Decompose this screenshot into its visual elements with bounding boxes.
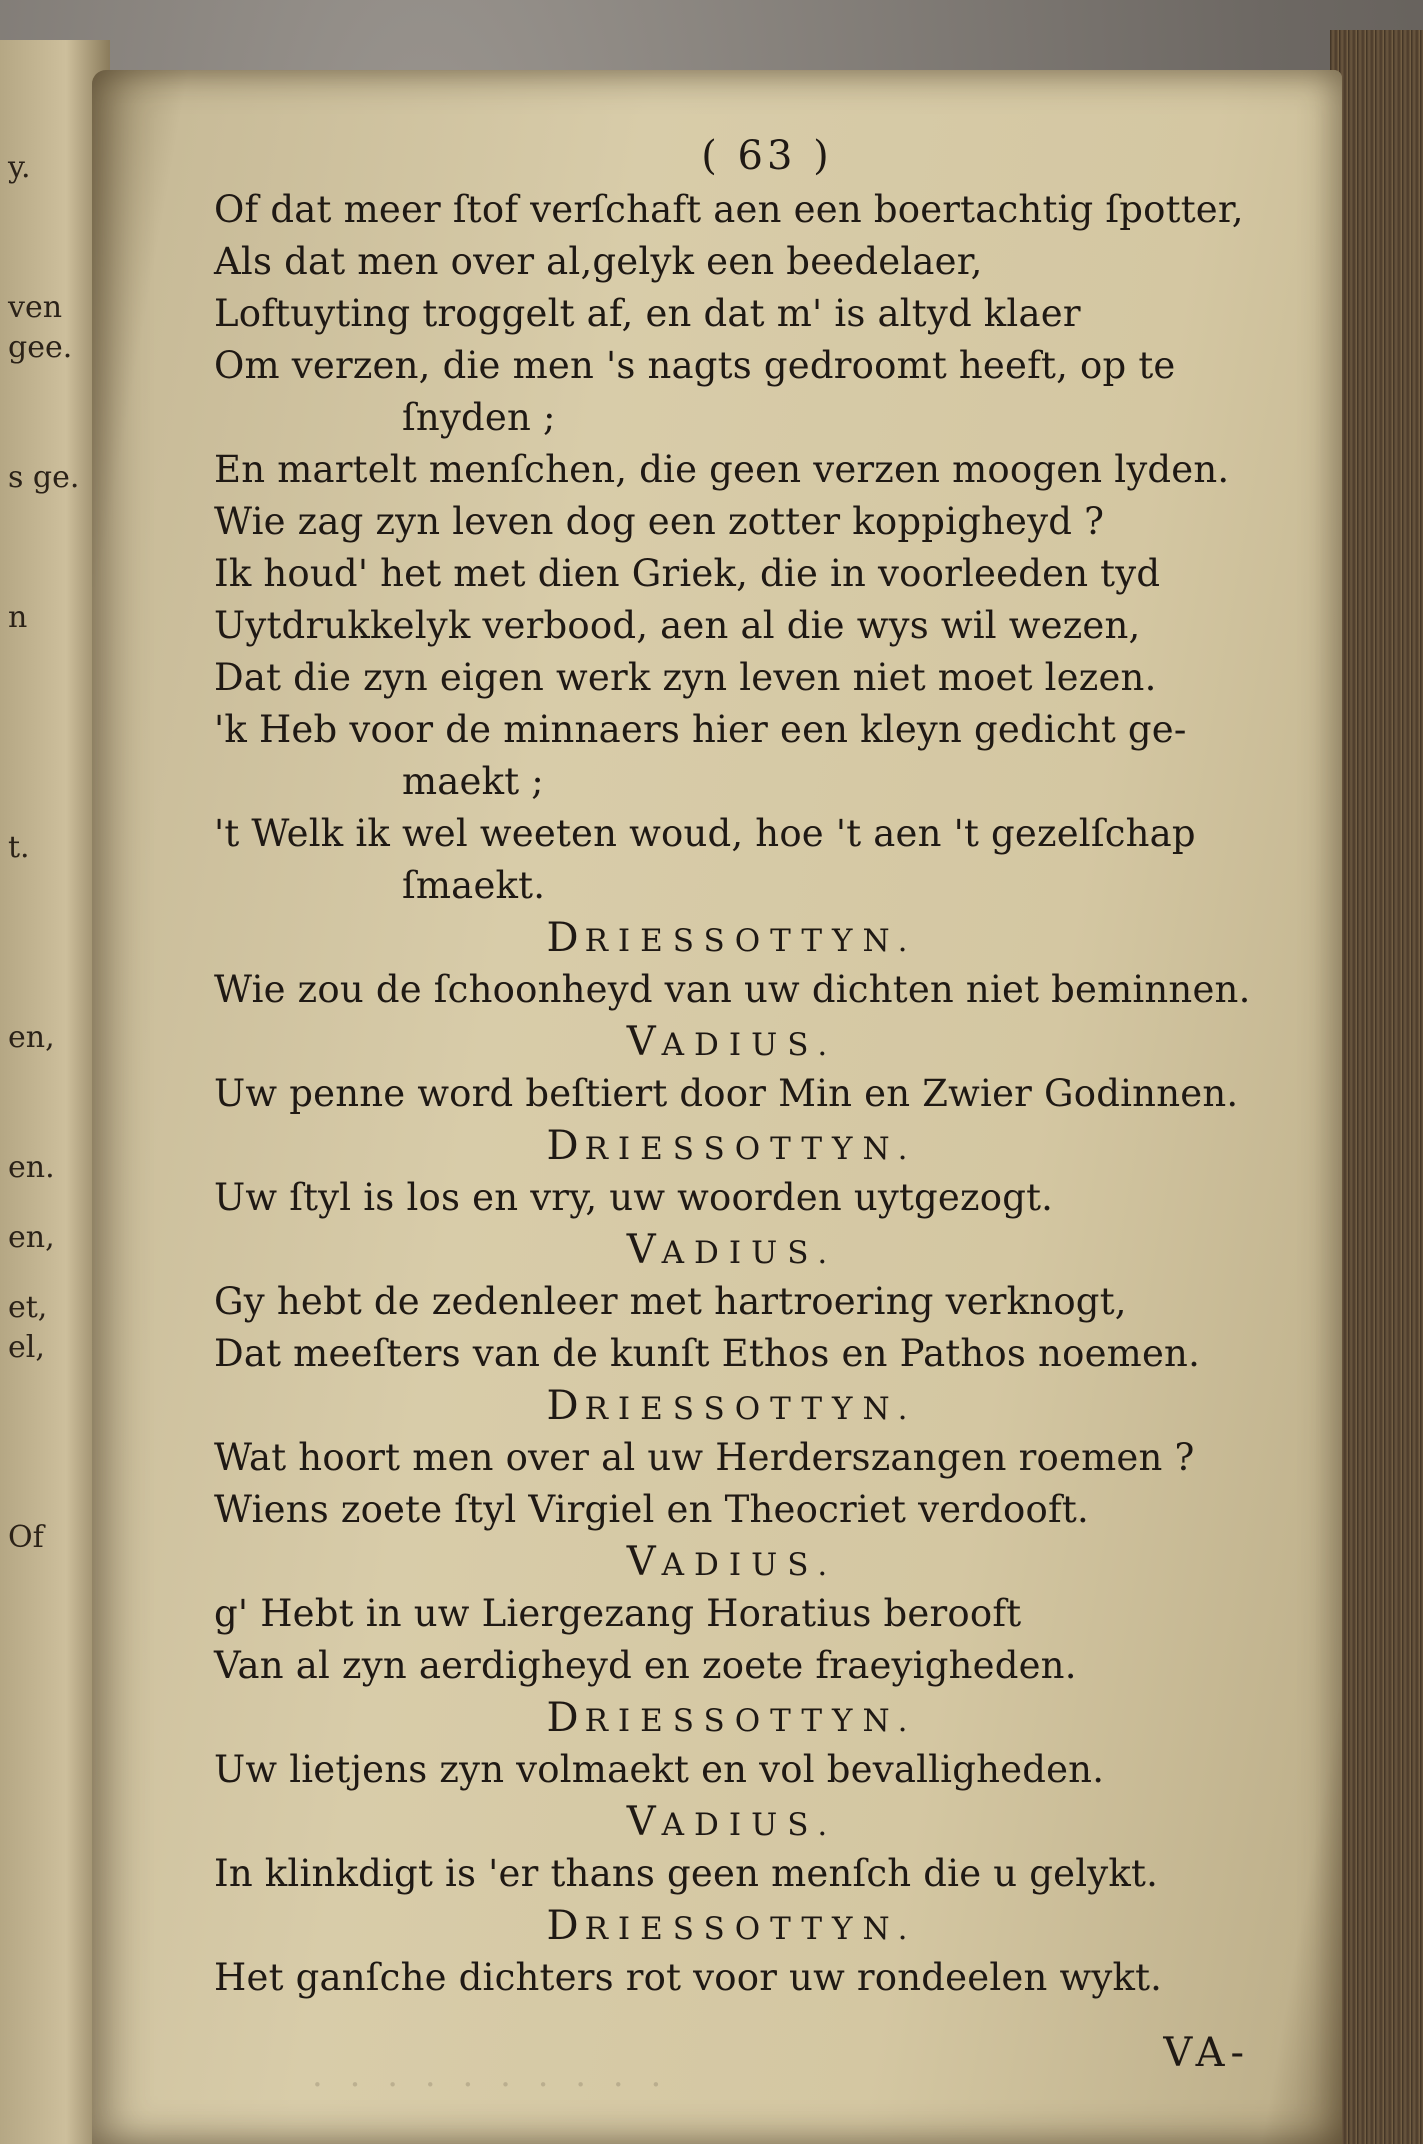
left-page-fragment: s ge. <box>8 460 80 495</box>
speaker-name <box>152 1120 1312 1172</box>
verse-line: Dat meeſters van de kunſt Ethos en Pathos noemen. <box>214 1332 1201 1375</box>
speaker-name <box>152 1692 1312 1744</box>
speaker-initial: V <box>626 1227 662 1273</box>
speaker-name <box>152 1224 1312 1276</box>
verse-continuation: ſmaekt. <box>402 864 546 907</box>
speaker-initial: D <box>546 1695 585 1741</box>
speaker-rest: ADIUS. <box>661 1547 838 1583</box>
speaker-initial: D <box>546 1903 585 1949</box>
verse-line: Als dat men over al,gelyk een beedelaer, <box>214 240 983 283</box>
verse-line: Uw penne word beſtiert door Min en Zwier Godinnen. <box>214 1072 1239 1115</box>
verse-continuation: maekt ; <box>402 760 544 803</box>
verse-line: Ik houd' het met dien Griek, die in voorleeden tyd <box>214 552 1161 595</box>
left-page-fragment: gee. <box>8 330 73 365</box>
speaker-rest: RIESSOTTYN. <box>584 1703 918 1739</box>
speaker-initial: V <box>626 1539 662 1585</box>
speaker-initial: V <box>626 1799 662 1845</box>
verse-line: Uytdrukkelyk verbood, aen al die wys wil wezen, <box>214 604 1141 647</box>
left-page-fragment: et, <box>8 1290 48 1325</box>
left-page-fragment: n <box>8 600 28 635</box>
speaker-initial: D <box>546 915 585 961</box>
left-page-fragment: en. <box>8 1150 55 1185</box>
verse-line: Loftuyting troggelt af, en dat m' is altyd klaer <box>214 292 1081 335</box>
speaker-rest: ADIUS. <box>661 1235 838 1271</box>
verse-line: Gy hebt de zedenleer met hartroering verknogt, <box>214 1280 1127 1323</box>
speaker-name <box>152 1536 1312 1588</box>
verse-line: In klinkdigt is 'er thans geen menſch die u gelykt. <box>214 1852 1159 1895</box>
left-page-fragment: t. <box>8 830 30 865</box>
speaker-name <box>152 912 1312 964</box>
speaker-rest: RIESSOTTYN. <box>584 923 918 959</box>
speaker-rest: ADIUS. <box>661 1027 838 1063</box>
verse-line: Om verzen, die men 's nagts gedroomt heeft, op te <box>214 344 1176 387</box>
book-page-edges <box>1330 30 1423 2144</box>
book-page <box>92 70 1342 2144</box>
verse-line: Wie zag zyn leven dog een zotter koppigheyd ? <box>214 500 1105 543</box>
verse-line: 'k Heb voor de minnaers hier een kleyn gedicht ge- <box>214 708 1187 751</box>
verse-line: Het ganſche dichters rot voor uw rondeelen wykt. <box>214 1956 1163 1999</box>
speaker-initial: D <box>546 1123 585 1169</box>
speaker-name <box>152 1380 1312 1432</box>
speaker-name <box>152 1796 1312 1848</box>
verse-line: g' Hebt in uw Liergezang Horatius berooft <box>214 1592 1022 1635</box>
speaker-name <box>152 1016 1312 1068</box>
speaker-rest: RIESSOTTYN. <box>584 1911 918 1947</box>
page-text <box>152 128 1312 2004</box>
verse-line: 't Welk ik wel weeten woud, hoe 't aen 't gezelſchap <box>214 812 1196 855</box>
verse-line: Dat die zyn eigen werk zyn leven niet moet lezen. <box>214 656 1157 699</box>
verse-line: Uw ſtyl is los en vry, uw woorden uytgezogt. <box>214 1176 1054 1219</box>
verse-continuation: ſnyden ; <box>402 396 556 439</box>
left-page-fragment: en, <box>8 1220 55 1255</box>
speaker-rest: RIESSOTTYN. <box>584 1131 918 1167</box>
speaker-initial: D <box>546 1383 585 1429</box>
verse-line: Wie zou de ſchoonheyd van uw dichten niet beminnen. <box>214 968 1251 1011</box>
left-page-fragment: ven <box>8 290 63 325</box>
left-page-fragment: Of <box>8 1520 44 1555</box>
verse-line: Wat hoort men over al uw Herderszangen roemen ? <box>214 1436 1195 1479</box>
verse-line: Van al zyn aerdigheyd en zoete fraeyigheden. <box>214 1644 1077 1687</box>
speaker-rest: ADIUS. <box>661 1807 838 1843</box>
left-page-fragment: el, <box>8 1330 45 1365</box>
speaker-name <box>152 1900 1312 1952</box>
left-page-fragment: y. <box>8 150 31 185</box>
catchword: VA- <box>1163 2030 1250 2076</box>
page-number: ( 63 ) <box>701 133 833 179</box>
speaker-initial: V <box>626 1019 662 1065</box>
bleed-through-text: · · · · · · · · · · <box>312 2065 670 2105</box>
verse-line: Of dat meer ſtof verſchaft aen een boertachtig ſpotter, <box>214 188 1244 231</box>
left-page-fragment: en, <box>8 1020 55 1055</box>
verse-line: Uw lietjens zyn volmaekt en vol bevalligheden. <box>214 1748 1105 1791</box>
verse-line: En martelt menſchen, die geen verzen moogen lyden. <box>214 448 1230 491</box>
speaker-rest: RIESSOTTYN. <box>584 1391 918 1427</box>
verse-line: Wiens zoete ſtyl Virgiel en Theocriet verdooft. <box>214 1488 1089 1531</box>
